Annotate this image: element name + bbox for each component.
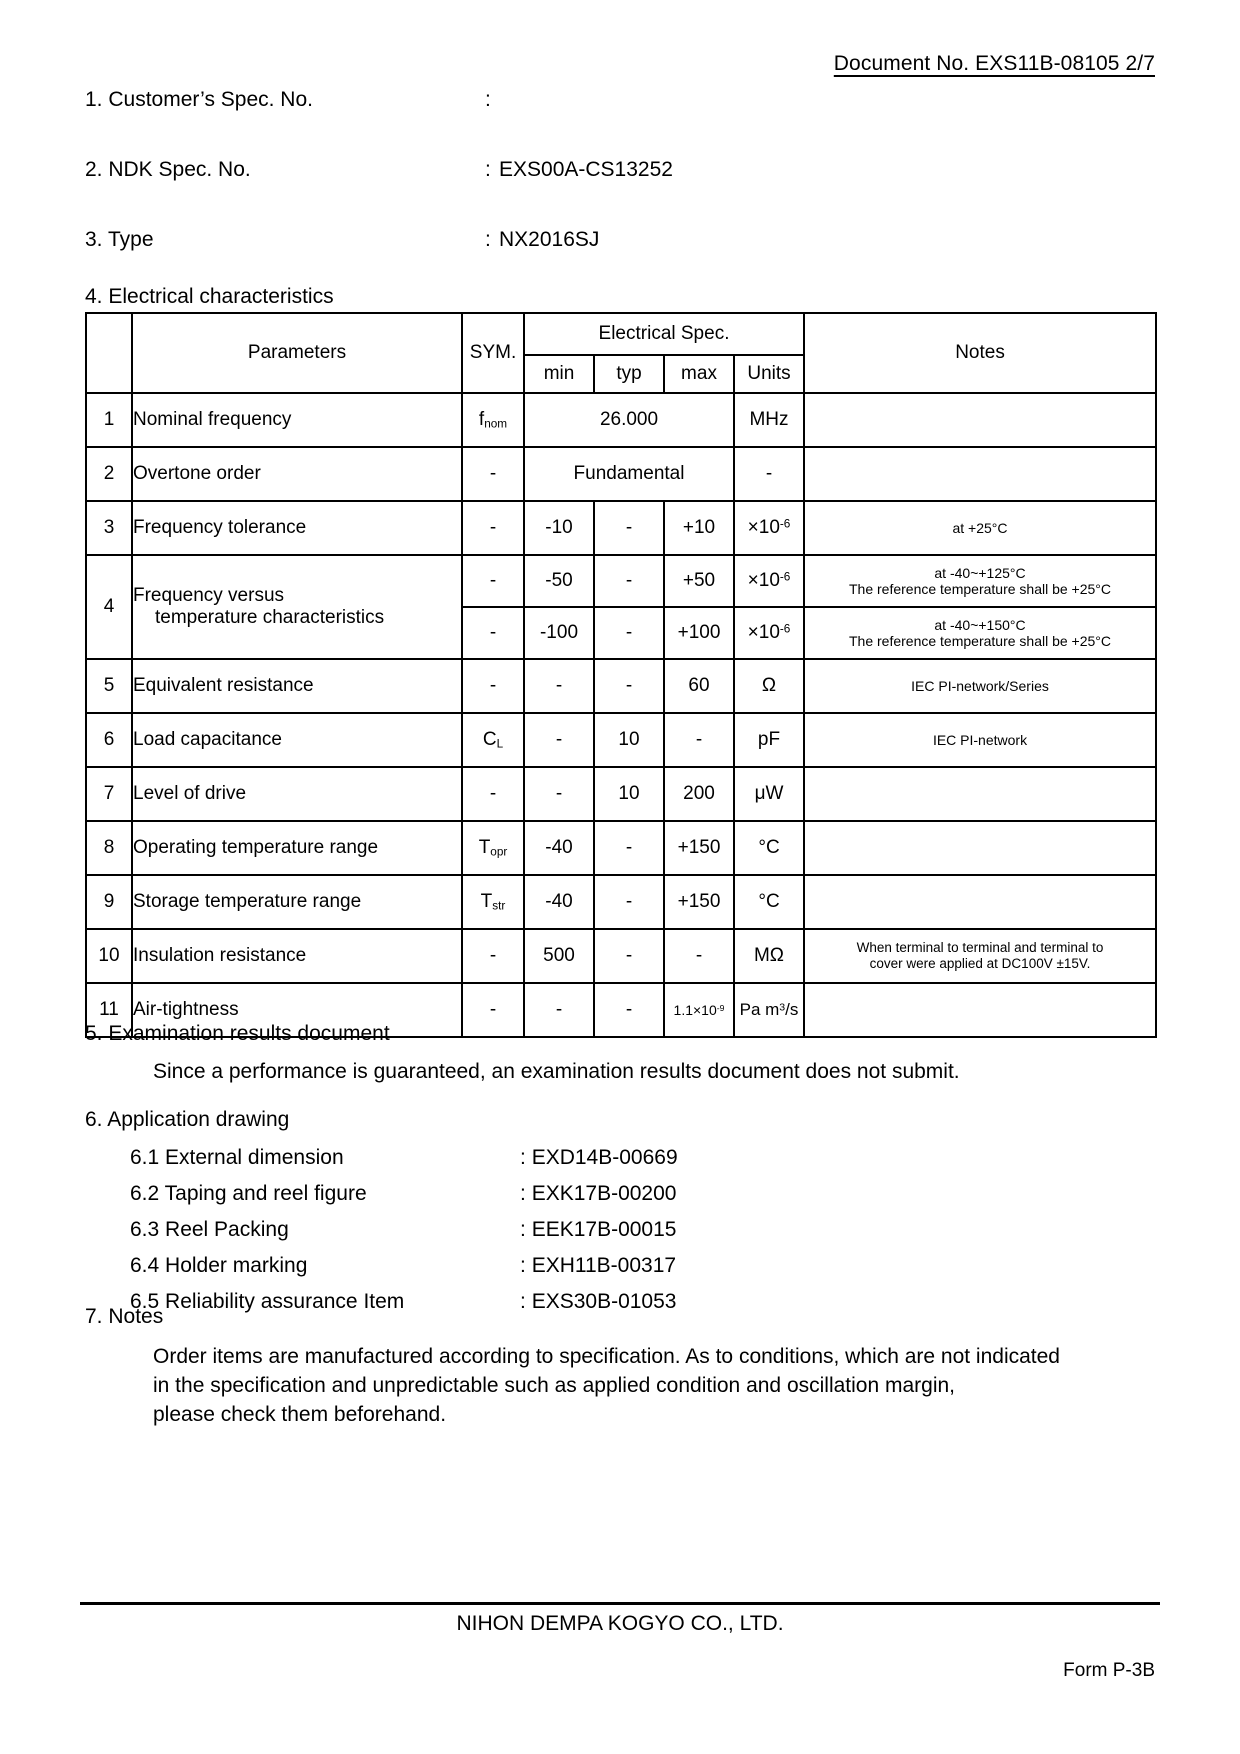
- section6: [85, 1108, 678, 1324]
- row-typ: 10: [594, 713, 664, 767]
- header-cell-electrical-spec: Electrical Spec.: [524, 313, 804, 355]
- row-max: +10: [664, 501, 734, 555]
- footer-divider: [80, 1602, 1160, 1605]
- list-item-colon: :: [520, 1217, 526, 1241]
- row-max: +100: [664, 607, 734, 659]
- row-notes: [804, 447, 1156, 501]
- row-no: 4: [86, 555, 132, 659]
- symbol-base: C: [482, 728, 497, 750]
- row-units: [734, 501, 804, 555]
- row-symbol: [462, 393, 524, 447]
- row-units: MHz: [734, 393, 804, 447]
- row-min: -40: [524, 875, 594, 929]
- row-notes: [804, 821, 1156, 875]
- list-item: [130, 1145, 678, 1172]
- row-notes: [804, 767, 1156, 821]
- list-item-label: 6.4 Holder marking: [130, 1253, 308, 1277]
- row-min: -100: [524, 607, 594, 659]
- row-notes-line2: cover were applied at DC100V ±15V.: [869, 956, 1091, 971]
- row-notes-line2: The reference temperature shall be +25°C: [848, 581, 1112, 597]
- header-cell-min: min: [524, 355, 594, 393]
- footer-form-code: Form P-3B: [1063, 1660, 1155, 1681]
- list-item-colon: :: [520, 1146, 526, 1169]
- row-symbol: [462, 713, 524, 767]
- section7-line1: Order items are manufactured according to specification. As to conditions, which are not indicated: [153, 1345, 1060, 1368]
- row-no: 5: [86, 659, 132, 713]
- units-exponent: -6: [779, 570, 791, 584]
- row-symbol: -: [462, 929, 524, 983]
- list-item-colon: :: [520, 1289, 526, 1313]
- row-symbol: [462, 875, 524, 929]
- row-no: 1: [86, 393, 132, 447]
- max-exponent: -9: [716, 1003, 725, 1014]
- row-max: -: [664, 929, 734, 983]
- row-notes: [804, 607, 1156, 659]
- spec-row-ndk: [85, 158, 1155, 182]
- row-notes: [804, 555, 1156, 607]
- units-exponent: -6: [779, 622, 791, 636]
- row-typ: -: [594, 875, 664, 929]
- row-max: 60: [664, 659, 734, 713]
- row-notes: at +25°C: [804, 501, 1156, 555]
- row-symbol: -: [462, 983, 524, 1037]
- row-parameter-line2: temperature characteristics: [155, 607, 385, 628]
- row-units: -: [734, 447, 804, 501]
- row-notes: [804, 929, 1156, 983]
- list-item: [130, 1217, 678, 1244]
- table-row: [86, 875, 1156, 929]
- row-symbol: -: [462, 767, 524, 821]
- row-parameter-line1: Frequency versus: [133, 585, 285, 607]
- row-typ: 10: [594, 767, 664, 821]
- row-units: [734, 607, 804, 659]
- units-base: Pa m: [739, 1000, 780, 1020]
- row-no: 9: [86, 875, 132, 929]
- units-base: ×10: [747, 570, 780, 592]
- spec-label-type: 3. Type: [85, 228, 154, 252]
- header-cell-units: Units: [734, 355, 804, 393]
- footer-company-name: NIHON DEMPA KOGYO CO., LTD.: [456, 1612, 784, 1635]
- row-notes-line1: at -40~+125°C: [934, 564, 1026, 581]
- row-notes: IEC PI-network: [804, 713, 1156, 767]
- section5: [85, 1022, 960, 1084]
- row-max: +150: [664, 875, 734, 929]
- row-symbol: -: [462, 447, 524, 501]
- row-no: 2: [86, 447, 132, 501]
- row-symbol: -: [462, 501, 524, 555]
- spec-row-customer: [85, 88, 1155, 112]
- row-max: +50: [664, 555, 734, 607]
- table-row: [86, 767, 1156, 821]
- document-number-header: Document No. EXS11B-08105 2/7: [833, 52, 1155, 75]
- row-symbol: [462, 821, 524, 875]
- section7-body: [153, 1343, 1060, 1430]
- symbol-base: T: [480, 890, 493, 912]
- list-item-label: 6.2 Taping and reel figure: [130, 1181, 367, 1205]
- row-parameter: Overtone order: [132, 447, 462, 501]
- units-base: ×10: [747, 622, 780, 644]
- list-item-label: 6.5 Reliability assurance Item: [130, 1289, 405, 1313]
- row-span-value: Fundamental: [524, 447, 734, 501]
- list-item-code: EXH11B-00317: [531, 1253, 677, 1277]
- row-no: 11: [86, 983, 132, 1037]
- section6-title: 6. Application drawing: [85, 1108, 290, 1131]
- row-min: -40: [524, 821, 594, 875]
- row-no: 3: [86, 501, 132, 555]
- header-cell-typ: typ: [594, 355, 664, 393]
- row-min: -: [524, 767, 594, 821]
- section4-title: 4. Electrical characteristics: [85, 285, 334, 308]
- row-max: +150: [664, 821, 734, 875]
- section7: [85, 1305, 1060, 1430]
- row-parameter: [132, 555, 462, 659]
- spec-label-customer: 1. Customer’s Spec. No.: [85, 88, 313, 111]
- section7-line2: in the specification and unpredictable such as applied condition and oscillation margin,: [153, 1373, 956, 1397]
- list-item-code: EXD14B-00669: [531, 1146, 678, 1169]
- list-item-code: EEK17B-00015: [531, 1217, 677, 1241]
- row-units: MΩ: [734, 929, 804, 983]
- section7-line3: please check them beforehand.: [153, 1402, 447, 1426]
- list-item-value: [520, 1217, 676, 1244]
- row-units: μW: [734, 767, 804, 821]
- list-item-colon: :: [520, 1253, 526, 1277]
- row-typ: -: [594, 607, 664, 659]
- symbol-base: f: [478, 408, 485, 430]
- row-notes-line1: at -40~+150°C: [934, 616, 1026, 633]
- list-item-value: [520, 1253, 676, 1280]
- table-row: [86, 929, 1156, 983]
- row-no: 6: [86, 713, 132, 767]
- table-row: [86, 393, 1156, 447]
- header-cell-notes: Notes: [804, 313, 1156, 393]
- list-item-code: EXS30B-01053: [531, 1289, 677, 1313]
- row-typ: -: [594, 929, 664, 983]
- row-symbol: -: [462, 607, 524, 659]
- row-min: -: [524, 983, 594, 1037]
- spec-value-type: NX2016SJ: [499, 228, 600, 252]
- list-item: [130, 1253, 678, 1280]
- row-parameter: Operating temperature range: [132, 821, 462, 875]
- table-header-row-1: [86, 313, 1156, 355]
- row-min: -: [524, 659, 594, 713]
- row-notes-line2: The reference temperature shall be +25°C: [848, 633, 1112, 649]
- row-parameter: Nominal frequency: [132, 393, 462, 447]
- spec-colon-customer: :: [485, 88, 491, 111]
- list-item-label: 6.3 Reel Packing: [130, 1217, 289, 1241]
- row-min: 500: [524, 929, 594, 983]
- row-parameter: Storage temperature range: [132, 875, 462, 929]
- row-symbol: -: [462, 555, 524, 607]
- row-min: -: [524, 713, 594, 767]
- row-units: Ω: [734, 659, 804, 713]
- section7-title: 7. Notes: [85, 1305, 164, 1328]
- spec-colon-ndk: :: [485, 158, 491, 182]
- row-span-value: 26.000: [524, 393, 734, 447]
- row-no: 7: [86, 767, 132, 821]
- spec-label-ndk: 2. NDK Spec. No.: [85, 158, 251, 182]
- symbol-subscript: nom: [484, 417, 508, 431]
- row-parameter: Air-tightness: [132, 983, 462, 1037]
- row-typ: -: [594, 659, 664, 713]
- table-row: [86, 659, 1156, 713]
- row-units: °C: [734, 821, 804, 875]
- units-exponent: 3: [779, 1001, 786, 1014]
- row-max: -: [664, 713, 734, 767]
- spec-row-type: [85, 228, 1155, 252]
- spec-list: [85, 88, 1155, 298]
- row-no: 8: [86, 821, 132, 875]
- row-symbol: -: [462, 659, 524, 713]
- max-base: 1.1×10: [673, 1001, 717, 1018]
- row-units: °C: [734, 875, 804, 929]
- header-cell-parameters: Parameters: [132, 313, 462, 393]
- table-row: [86, 821, 1156, 875]
- electrical-characteristics-table: [85, 312, 1157, 1038]
- row-notes-line1: When terminal to terminal and terminal to: [856, 940, 1104, 956]
- list-item-colon: :: [520, 1181, 526, 1205]
- row-notes: IEC PI-network/Series: [804, 659, 1156, 713]
- row-units: pF: [734, 713, 804, 767]
- symbol-subscript: opr: [490, 845, 508, 859]
- units-base: ×10: [747, 517, 780, 539]
- list-item-label: 6.1 External dimension: [130, 1146, 344, 1169]
- section5-title: 5. Examination results document: [85, 1022, 390, 1045]
- table-row: [86, 555, 1156, 607]
- row-parameter: Insulation resistance: [132, 929, 462, 983]
- list-item: [130, 1181, 678, 1208]
- list-item-value: [520, 1145, 678, 1172]
- row-typ: -: [594, 983, 664, 1037]
- row-min: -10: [524, 501, 594, 555]
- row-min: -50: [524, 555, 594, 607]
- row-typ: -: [594, 555, 664, 607]
- row-units: [734, 555, 804, 607]
- symbol-subscript: L: [496, 737, 504, 751]
- row-parameter: Frequency tolerance: [132, 501, 462, 555]
- row-max: 200: [664, 767, 734, 821]
- symbol-subscript: str: [492, 899, 506, 913]
- row-notes: [804, 393, 1156, 447]
- section6-item-list: [130, 1145, 678, 1315]
- header-cell-sym: SYM.: [462, 313, 524, 393]
- row-parameter: Equivalent resistance: [132, 659, 462, 713]
- header-cell-no: [86, 313, 132, 393]
- units-tail: /s: [785, 1000, 799, 1020]
- row-typ: -: [594, 821, 664, 875]
- units-exponent: -6: [779, 517, 791, 531]
- section5-body: Since a performance is guaranteed, an examination results document does not submit.: [153, 1060, 960, 1083]
- table-row: [86, 713, 1156, 767]
- row-parameter: Load capacitance: [132, 713, 462, 767]
- spec-value-ndk: EXS00A-CS13252: [499, 158, 673, 182]
- header-cell-max: max: [664, 355, 734, 393]
- list-item-code: EXK17B-00200: [531, 1181, 677, 1205]
- row-notes: [804, 875, 1156, 929]
- spec-colon-type: :: [485, 228, 491, 252]
- list-item-value: [520, 1181, 676, 1208]
- row-no: 10: [86, 929, 132, 983]
- table-row: [86, 447, 1156, 501]
- table-row: [86, 501, 1156, 555]
- symbol-base: T: [478, 836, 491, 858]
- row-typ: -: [594, 501, 664, 555]
- row-parameter: Level of drive: [132, 767, 462, 821]
